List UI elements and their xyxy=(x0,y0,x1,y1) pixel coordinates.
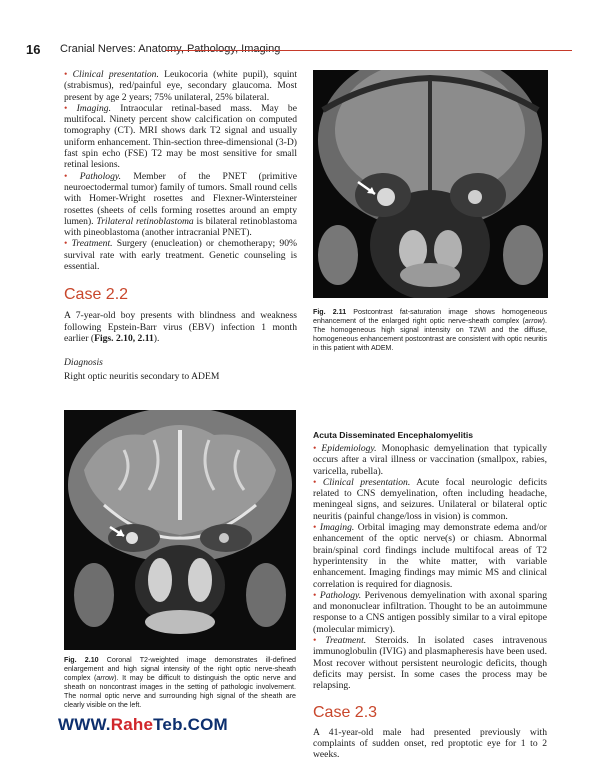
case-2-3-text: A 41-year-old male had presented previously with complaints of sudden onset, red proptotic eye for 1 to 2 weeks. xyxy=(313,726,547,761)
watermark: WWW.RaheTeb.COM xyxy=(58,715,228,734)
caption-fig-2-11: Fig. 2.11 Postcontrast fat-saturation image shows homogeneous enhancement of the enlarged right optic nerve-sheath complex (arrow). The homogeneous high signal intensity on T2WI and the diffuse, homogeneous enhancement postcontrast are consistent with optic neuritis in this patient with ADEM. xyxy=(313,308,547,352)
page-number: 16 xyxy=(26,42,41,57)
bullet-adem-clinical: • Clinical presentation. Acute focal neurologic deficits related to CNS demyelination, often including headache, meningeal signs, and seizures. Unilateral or bilateral optic neuritis (painful change/loss in vision) is common. xyxy=(313,476,547,522)
mri-image-fig-2-10 xyxy=(64,410,296,650)
bullet-adem-pathology: • Pathology. Perivenous demyelination with axonal sparing and mononuclear infiltration. Thought to be an autoimmune response to a CNS antigen possibly similar to a viral epitope (molecular mimicry). xyxy=(313,589,547,635)
left-column xyxy=(64,69,297,382)
running-title: Cranial Nerves: Anatomy, Pathology, Imaging xyxy=(60,43,281,55)
bullet-pathology: • Pathology. Member of the PNET (primitive neuroectodermal tumor) family of tumors. Small round cells with Homer-Wright rosettes and Flexner-Wintersteiner rosettes (sheets of cells forming rosettes around an empty lumen). Trilateral retinoblastoma is bilateral retinoblastoma with pineoblastoma (another intracranial PNET). xyxy=(64,170,297,239)
diagnosis-label: Diagnosis xyxy=(64,357,103,369)
bullet-adem-treatment: • Treatment. Steroids. In isolated cases intravenous immunoglobulin (IVIG) and plasmapheresis have been used. Most recover without persistent neurologic deficits, though deficits may persist. In some cases the process may be relapsing. xyxy=(313,635,548,692)
bullet-imaging: • Imaging. Intraocular retinal-based mass. May be multifocal. Ninety percent show calcification on computed tomography (CT). MRI shows dark T2 signal and usually uniform enhancement. Thin-section three-dimensional (3-D) fast spin echo (FSE) T2 may be most sensitive for small retinal lesions. xyxy=(64,102,297,171)
bullet-epidemiology: • Epidemiology. Monophasic demyelination that typically occurs after a viral illness or vaccination (smallpox, rabies, varicella, rubella). xyxy=(313,443,547,477)
mri-image-fig-2-11 xyxy=(313,70,548,298)
bullet-treatment: • Treatment. Surgery (enucleation) or chemotherapy; 90% survival rate with early treatment. Genetic counseling is essential. xyxy=(64,238,297,273)
header-rule xyxy=(166,50,572,51)
adem-title: Acuta Disseminated Encephalomyelitis xyxy=(313,430,473,440)
case-2-2-text: A 7-year-old boy presents with blindness and weakness following Epstein-Barr virus (EBV) infection 1 month earlier (Figs. 2.10, 2.11). xyxy=(64,310,297,344)
diagnosis-text: Right optic neuritis secondary to ADEM xyxy=(64,370,220,382)
bullet-adem-imaging: • Imaging. Orbital imaging may demonstrate edema and/or enhancement of the optic nerve(s) or chiasm. Abnormal brain/spinal cord findings include multifocal areas of T2 hyperintensity in the white matter, with variable enhancement. Imaging findings may mimic MS and clinical correlation is required for diagnosis. xyxy=(313,522,547,590)
caption-fig-2-10: Fig. 2.10 Coronal T2-weighted image demonstrates ill-defined enlargement and high signal intensity of the right optic nerve-sheath complex (arrow). It may be difficult to distinguish the optic nerve and sheath on noncontrast images in the setting of pathologic involvement. The normal optic nerve and surrounding high signal of the sheath are clearly visible on the left. xyxy=(64,656,296,709)
case-2-2-heading: Case 2.2 xyxy=(64,286,129,304)
right-column xyxy=(313,430,547,760)
page-header xyxy=(26,42,572,58)
case-2-3-heading: Case 2.3 xyxy=(313,703,378,721)
bullet-clinical: • Clinical presentation. Leukocoria (white pupil), squint (strabismus), red/painful eye, secondary glaucoma. Most present by age 2 years; 75% unilateral, 25% bilateral. xyxy=(64,69,297,103)
